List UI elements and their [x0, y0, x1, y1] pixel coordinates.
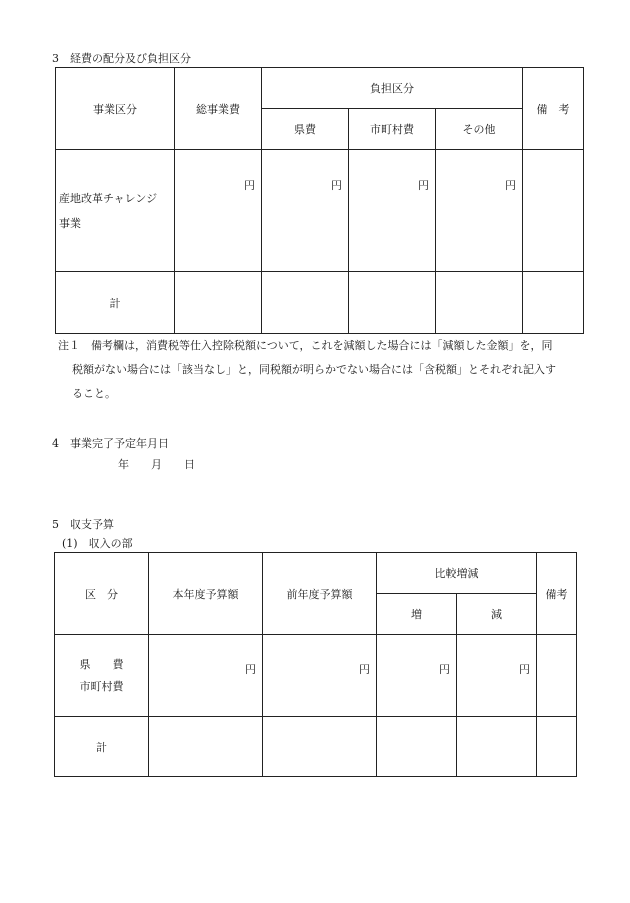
income-total-cell: [377, 717, 457, 777]
business-name-line1: 産地改革チャレンジ: [59, 191, 158, 205]
income-prefecture-label: 県 費: [79, 657, 124, 671]
income-total-label: 計: [55, 717, 149, 777]
business-name-line2: 事業: [59, 216, 81, 230]
header-municipal-cost: 市町村費: [349, 109, 436, 150]
income-total-cell: [149, 717, 263, 777]
this-year-cell: 円: [149, 635, 263, 717]
last-year-cell: 円: [263, 635, 377, 717]
income-municipal-label: 市町村費: [79, 679, 124, 693]
note-line-1: 注１ 備考欄は，消費税等仕入控除税額について，これを減額した場合には「減額した金額」を，同: [58, 339, 553, 352]
header-category: 区 分: [55, 553, 149, 635]
other-cost-cell: 円: [436, 150, 523, 272]
total-row-label: 計: [56, 272, 175, 334]
section4-heading: 4 事業完了予定年月日: [52, 437, 169, 450]
header-remarks: 備 考: [523, 68, 584, 150]
note-line-2: 税額がない場合には「該当なし」と，同税額が明らかでない場合には「含税額」とそれぞれ記入す: [72, 363, 556, 376]
header-comparison: 比較増減: [377, 553, 537, 594]
header-other: その他: [436, 109, 523, 150]
remarks-cell: [523, 150, 584, 272]
header-this-year-budget: 本年度予算額: [149, 553, 263, 635]
income-total-cell: [457, 717, 537, 777]
total-row-cell: [436, 272, 523, 334]
header-burden-category: 負担区分: [262, 68, 523, 109]
header-total-cost: 総事業費: [175, 68, 262, 150]
section5-heading: 5 収支予算: [52, 518, 114, 531]
municipal-cost-cell: 円: [349, 150, 436, 272]
note-line-3: ること。: [72, 387, 116, 400]
income-subheading: (1) 収入の部: [62, 537, 133, 550]
income-category-cell: [55, 635, 149, 717]
total-row-cell: [262, 272, 349, 334]
total-row-cell: [349, 272, 436, 334]
budget-allocation-table: [55, 67, 584, 334]
row-business-name: [56, 150, 175, 272]
header-prefecture-cost: 県費: [262, 109, 349, 150]
income-budget-table: [54, 552, 577, 777]
total-row-cell: [175, 272, 262, 334]
completion-date: 年 月 日: [118, 458, 195, 471]
total-row-cell: [523, 272, 584, 334]
total-cost-cell: 円: [175, 150, 262, 272]
increase-cell: 円: [377, 635, 457, 717]
income-remarks-cell: [537, 635, 577, 717]
note-block: [58, 334, 588, 406]
income-total-cell: [263, 717, 377, 777]
decrease-cell: 円: [457, 635, 537, 717]
prefecture-cost-cell: 円: [262, 150, 349, 272]
header-remarks: 備考: [537, 553, 577, 635]
header-decrease: 減: [457, 594, 537, 635]
header-last-year-budget: 前年度予算額: [263, 553, 377, 635]
header-business-category: 事業区分: [56, 68, 175, 150]
header-increase: 増: [377, 594, 457, 635]
section3-heading: 3 経費の配分及び負担区分: [52, 52, 191, 65]
income-total-cell: [537, 717, 577, 777]
